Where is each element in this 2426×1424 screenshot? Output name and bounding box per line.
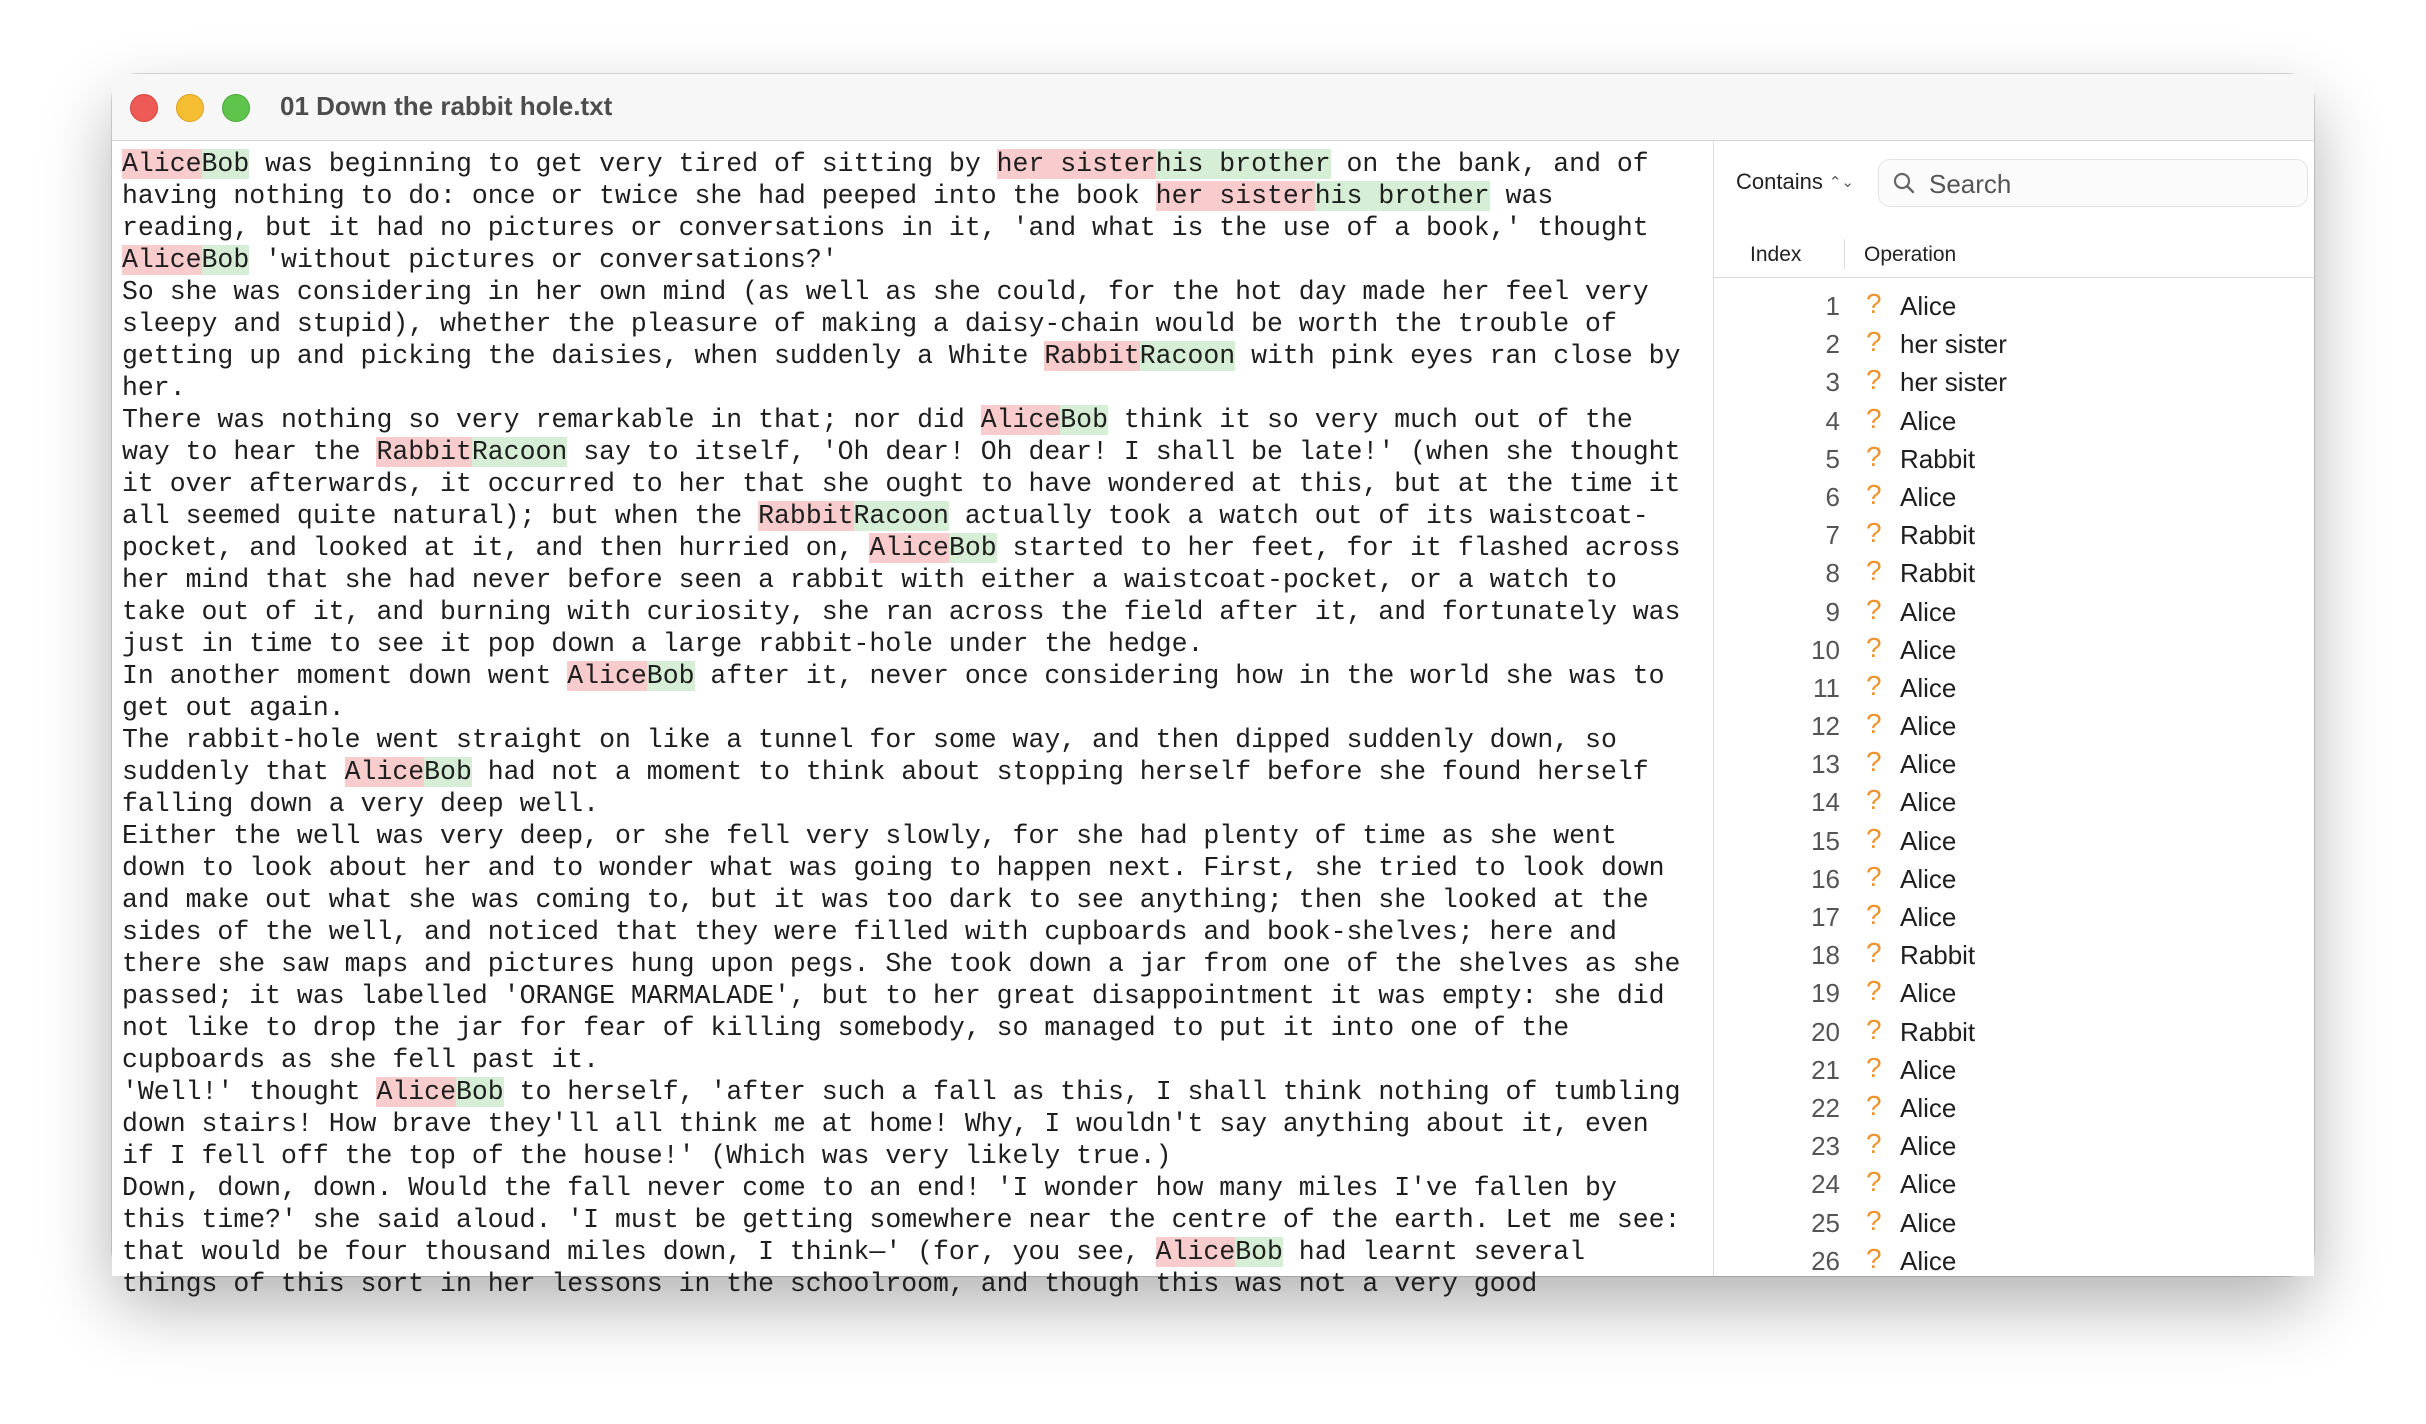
operation-row[interactable] (1714, 400, 2314, 438)
operation-row[interactable] (1714, 1240, 2314, 1278)
row-operation: Alice (1900, 863, 1957, 894)
text-run: was beginning to get very tired of sitting by (249, 149, 997, 179)
deleted-text: Rabbit (758, 501, 854, 531)
row-index: 5 (1825, 443, 1840, 474)
row-operation: Alice (1900, 749, 1957, 780)
question-mark-icon: ? (1866, 708, 1882, 740)
row-index: 25 (1811, 1207, 1840, 1238)
document-text[interactable] (122, 148, 1680, 1300)
operation-row[interactable] (1714, 1049, 2314, 1087)
text-run: get out again. (122, 693, 345, 723)
row-index: 6 (1825, 481, 1840, 512)
row-operation: Alice (1900, 1054, 1957, 1085)
operation-row[interactable] (1714, 591, 2314, 629)
row-index: 2 (1825, 329, 1840, 360)
match-mode-label: Contains (1736, 169, 1823, 194)
row-index: 20 (1811, 1016, 1840, 1047)
operation-row[interactable] (1714, 705, 2314, 743)
row-operation: Alice (1900, 1169, 1957, 1200)
inserted-text: Bob (455, 1077, 504, 1107)
text-run: after it, never once considering how in the world she was to (694, 661, 1665, 691)
row-operation: Rabbit (1900, 1016, 1976, 1047)
operation-row[interactable] (1714, 552, 2314, 590)
operation-row[interactable] (1714, 1163, 2314, 1201)
text-run: pocket, and looked at it, and then hurried on, (122, 533, 870, 563)
row-operation: Alice (1900, 1092, 1957, 1123)
row-operation: Alice (1900, 825, 1957, 856)
operation-row[interactable] (1714, 781, 2314, 819)
operation-row[interactable] (1714, 667, 2314, 705)
operation-row[interactable] (1714, 858, 2314, 896)
row-index: 3 (1825, 367, 1840, 398)
text-run: with pink eyes ran close by (1235, 341, 1681, 371)
row-operation: Alice (1900, 1245, 1957, 1276)
question-mark-icon: ? (1866, 669, 1882, 701)
question-mark-icon: ? (1866, 1204, 1882, 1236)
row-operation: Alice (1900, 405, 1957, 436)
text-run: suddenly that (122, 757, 345, 787)
text-run: was (1489, 181, 1554, 211)
question-mark-icon: ? (1866, 593, 1882, 625)
deleted-text: Alice (980, 405, 1061, 435)
text-run: think it so very much out of the (1107, 405, 1633, 435)
text-run: falling down a very deep well. (122, 789, 600, 819)
inserted-text: Bob (1235, 1237, 1283, 1267)
text-run: getting up and picking the daisies, when suddenly a White (122, 341, 1045, 371)
row-index: 24 (1811, 1169, 1840, 1200)
row-index: 22 (1811, 1092, 1840, 1123)
text-editor[interactable] (112, 141, 1713, 1299)
column-separator[interactable] (1844, 239, 1845, 269)
question-mark-icon: ? (1866, 631, 1882, 663)
row-operation: Alice (1900, 596, 1957, 627)
question-mark-icon: ? (1866, 364, 1882, 396)
row-index: 21 (1811, 1054, 1840, 1085)
text-run: So she was considering in her own mind (as well as she could, for the hot day made her feel very (122, 277, 1649, 307)
operation-row[interactable] (1714, 438, 2314, 476)
question-mark-icon: ? (1866, 822, 1882, 854)
text-run: had not a moment to think about stopping herself before she found herself (471, 757, 1649, 787)
row-operation: Alice (1900, 1131, 1957, 1162)
row-index: 8 (1825, 558, 1840, 589)
text-run: take out of it, and burning with curiosity, she ran across the field after it, and fortunately was (122, 597, 1681, 627)
close-button[interactable] (130, 94, 158, 122)
operation-row[interactable] (1714, 972, 2314, 1010)
text-run: 'Well!' thought (122, 1077, 377, 1107)
deleted-text: Alice (122, 149, 202, 179)
row-index: 14 (1811, 787, 1840, 818)
row-operation: Rabbit (1900, 940, 1976, 971)
row-index: 18 (1811, 940, 1840, 971)
row-operation: Alice (1900, 481, 1957, 512)
row-operation: Rabbit (1900, 520, 1976, 551)
question-mark-icon: ? (1866, 326, 1882, 358)
row-index: 13 (1811, 749, 1840, 780)
text-run: way to hear the (122, 437, 377, 467)
deleted-text: Alice (376, 1077, 456, 1107)
inserted-text: Bob (948, 533, 997, 563)
question-mark-icon: ? (1866, 975, 1882, 1007)
inserted-text: Racoon (1139, 341, 1236, 371)
question-mark-icon: ? (1866, 937, 1882, 969)
operation-row[interactable] (1714, 476, 2314, 514)
row-index: 1 (1825, 291, 1840, 321)
text-run: passed; it was labelled 'ORANGE MARMALADE', but to her great disappointment it was empty: she did (122, 981, 1665, 1011)
operation-row[interactable] (1714, 1011, 2314, 1049)
row-index: 16 (1811, 863, 1840, 894)
search-icon (1893, 172, 1915, 194)
operation-row[interactable] (1714, 1125, 2314, 1163)
row-operation: Alice (1900, 787, 1957, 818)
question-mark-icon: ? (1866, 555, 1882, 587)
question-mark-icon: ? (1866, 1242, 1882, 1274)
column-header-index[interactable]: Index (1750, 243, 1802, 266)
text-run: down to look about her and to wonder what was going to happen next. First, she tried to look down (122, 853, 1665, 883)
text-run: and make out what she was coming to, but it was too dark to see anything; then she looked at the (122, 885, 1649, 915)
text-run: her mind that she had never before seen a rabbit with either a waistcoat-pocket, or a watch to (122, 565, 1617, 595)
operation-row[interactable] (1714, 1087, 2314, 1125)
text-run: Down, down, down. Would the fall never come to an end! 'I wonder how many miles I've fallen by (122, 1173, 1617, 1203)
question-mark-icon: ? (1866, 746, 1882, 778)
deleted-text: her sister (1155, 181, 1315, 211)
inserted-text: Bob (646, 661, 695, 691)
text-run: to herself, 'after such a fall as this, I shall think nothing of tumbling (503, 1077, 1681, 1107)
operation-row[interactable] (1714, 629, 2314, 667)
text-run: say to itself, 'Oh dear! Oh dear! I shall be late!' (when she thought (567, 437, 1681, 467)
operations-list (1714, 285, 2314, 1278)
question-mark-icon: ? (1866, 784, 1882, 816)
question-mark-icon: ? (1866, 440, 1882, 472)
text-run: if I fell off the top of the house!' (Which was very likely true.) (122, 1141, 1172, 1171)
zoom-button[interactable] (222, 94, 250, 122)
inserted-text: his brother (1314, 181, 1490, 211)
row-operation: Alice (1900, 978, 1957, 1009)
question-mark-icon: ? (1866, 1013, 1882, 1045)
deleted-text: Alice (1155, 1237, 1236, 1267)
text-run: There was nothing so very remarkable in that; nor did (122, 405, 981, 435)
row-operation: Alice (1900, 672, 1957, 703)
text-run: it over afterwards, it occurred to her that she ought to have wondered at this, but at the time it (122, 469, 1681, 499)
deleted-text: Rabbit (1044, 341, 1140, 371)
operation-row[interactable] (1714, 285, 2314, 323)
window-title: 01 Down the rabbit hole.txt (280, 91, 613, 121)
text-run: that would be four thousand miles down, I think—' (for, you see, (122, 1237, 1156, 1267)
text-run: started to her feet, for it flashed across (996, 533, 1681, 563)
text-run: having nothing to do: once or twice she had peeped into the book (122, 181, 1156, 211)
row-index: 10 (1811, 634, 1840, 665)
question-mark-icon: ? (1866, 402, 1882, 434)
inserted-text: Bob (201, 245, 250, 275)
text-run: 'without pictures or conversations?' (249, 245, 838, 275)
minimize-button[interactable] (176, 94, 204, 122)
inserted-text: Racoon (853, 501, 949, 531)
text-run: In another moment down went (122, 661, 568, 691)
text-run: sides of the well, and noticed that they were filled with cupboards and book-shelves; here and (122, 917, 1617, 947)
text-run: this time?' she said aloud. 'I must be getting somewhere near the centre of the earth. Let me see: (122, 1205, 1681, 1235)
row-operation: Alice (1900, 634, 1957, 665)
operation-row[interactable] (1714, 896, 2314, 934)
text-run: actually took a watch out of its waistcoat- (948, 501, 1649, 531)
row-operation: Alice (1900, 1207, 1957, 1238)
inserted-text: Bob (201, 149, 250, 179)
deleted-text: her sister (996, 149, 1156, 179)
deleted-text: Alice (567, 661, 647, 691)
operation-row[interactable] (1714, 514, 2314, 552)
question-mark-icon: ? (1866, 1166, 1882, 1198)
inserted-text: Bob (1060, 405, 1108, 435)
text-run: reading, but it had no pictures or conversations in it, 'and what is the use of a book,' thought (122, 213, 1649, 243)
text-run: down stairs! How brave they'll all think me at home! Why, I wouldn't say anything about it, even (122, 1109, 1649, 1139)
row-operation: Alice (1900, 902, 1957, 932)
row-index: 19 (1811, 978, 1840, 1009)
text-run: cupboards as she fell past it. (122, 1045, 600, 1075)
operation-row[interactable] (1714, 361, 2314, 399)
row-index: 15 (1811, 825, 1840, 856)
row-operation: her sister (1900, 329, 2007, 360)
search-field[interactable] (1878, 159, 2308, 207)
match-mode-select[interactable] (1736, 169, 1854, 195)
deleted-text: Alice (869, 533, 949, 563)
deleted-text: Rabbit (376, 437, 472, 467)
operation-row[interactable] (1714, 1202, 2314, 1240)
text-run: had learnt several (1282, 1237, 1586, 1267)
text-run: there she saw maps and pictures hung upon pegs. She took down a jar from one of the shelves as she (122, 949, 1681, 979)
row-index: 23 (1811, 1131, 1840, 1162)
row-operation: Alice (1900, 711, 1957, 742)
row-index: 26 (1811, 1245, 1840, 1276)
inserted-text: Racoon (471, 437, 568, 467)
question-mark-icon: ? (1866, 288, 1882, 319)
question-mark-icon: ? (1866, 1128, 1882, 1160)
column-header-operation[interactable]: Operation (1864, 243, 1957, 266)
text-run: things of this sort in her lessons in the schoolroom, and though this was not a very good (122, 1269, 1538, 1299)
text-run: The rabbit-hole went straight on like a tunnel for some way, and then dipped suddenly down, so (122, 725, 1617, 755)
app-window (112, 74, 2314, 1299)
question-mark-icon: ? (1866, 1089, 1882, 1121)
row-index: 7 (1825, 520, 1840, 551)
inserted-text: Bob (424, 757, 472, 787)
question-mark-icon: ? (1866, 478, 1882, 510)
text-run: not like to drop the jar for fear of killing somebody, so managed to put it into one of the (122, 1013, 1570, 1043)
row-operation: Rabbit (1900, 443, 1976, 474)
row-operation: her sister (1900, 367, 2007, 398)
question-mark-icon: ? (1866, 899, 1882, 930)
inserted-text: his brother (1155, 149, 1331, 179)
deleted-text: Alice (344, 757, 425, 787)
question-mark-icon: ? (1866, 1051, 1882, 1083)
operation-row[interactable] (1714, 323, 2314, 361)
question-mark-icon: ? (1866, 517, 1882, 549)
row-index: 9 (1825, 596, 1840, 627)
text-run: just in time to see it pop down a large rabbit-hole under the hedge. (122, 629, 1204, 659)
text-run: sleepy and stupid), whether the pleasure of making a daisy-chain would be worth the trouble of (122, 309, 1617, 339)
text-run: her. (122, 373, 186, 403)
row-index: 11 (1813, 672, 1840, 703)
text-run: Either the well was very deep, or she fell very slowly, for she had plenty of time as she went (122, 821, 1617, 851)
row-operation: Alice (1900, 291, 1957, 321)
row-index: 17 (1811, 902, 1840, 932)
search-input[interactable] (1927, 168, 2291, 200)
text-run: on the bank, and of (1330, 149, 1649, 179)
row-operation: Rabbit (1900, 558, 1976, 589)
chevron-updown-icon: ⌃⌄ (1828, 174, 1854, 191)
operations-table-header (1714, 231, 2314, 278)
operations-sidebar (1714, 141, 2314, 1276)
question-mark-icon: ? (1866, 860, 1882, 892)
deleted-text: Alice (122, 245, 202, 275)
operation-row[interactable] (1714, 820, 2314, 858)
operation-row[interactable] (1714, 743, 2314, 781)
row-index: 12 (1811, 711, 1840, 742)
row-index: 4 (1825, 405, 1840, 436)
text-run: all seemed quite natural); but when the (122, 501, 759, 531)
operation-row[interactable] (1714, 934, 2314, 972)
title-bar (112, 74, 2314, 141)
